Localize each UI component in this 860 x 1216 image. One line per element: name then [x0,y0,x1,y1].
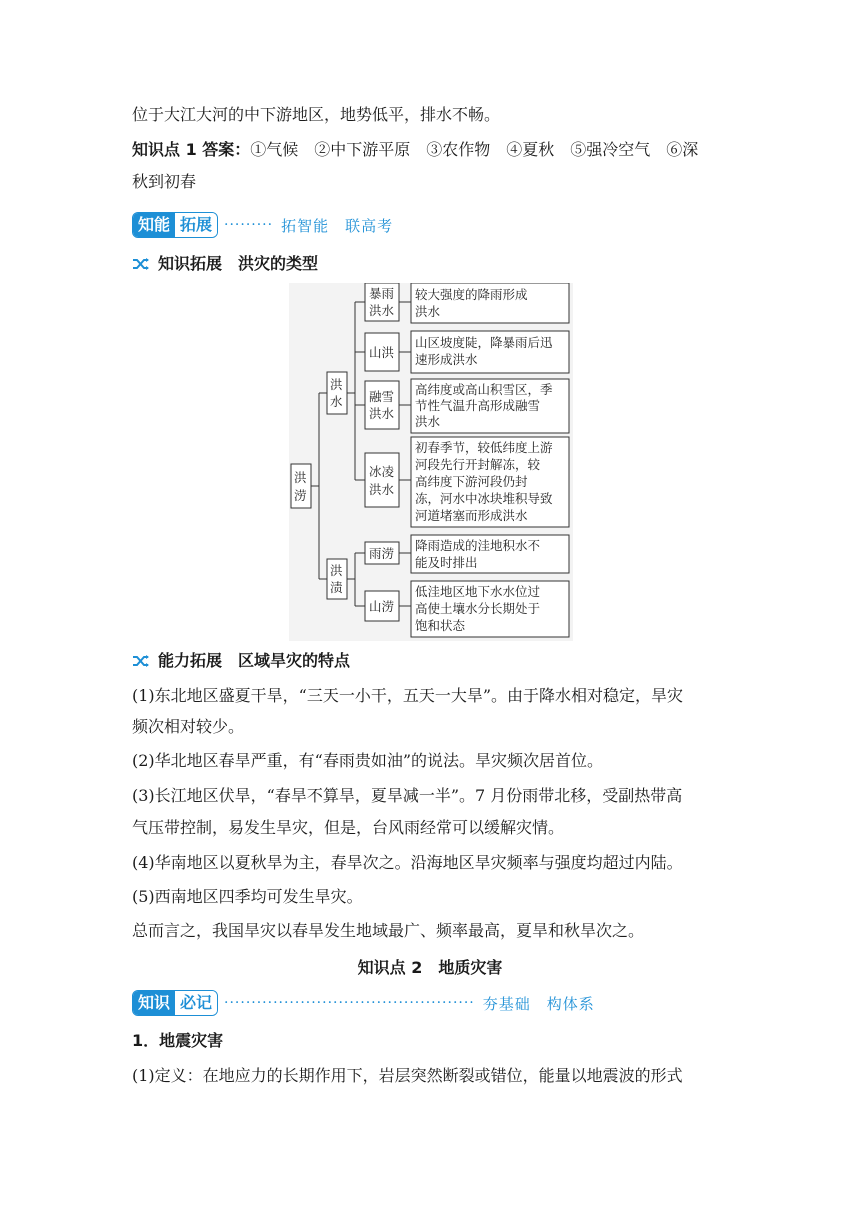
leaf-name: 洪水 [369,482,395,497]
banner-tag [132,990,218,1016]
leaf-desc: 高纬度下游河段仍封 [415,474,528,489]
answer-items: ①气候 ②中下游平原 ③农作物 ④夏秋 ⑤强冷空气 ⑥深 [250,140,699,159]
leaf-name: 洪水 [369,303,395,318]
text-line: (1)东北地区盛夏干旱，“三天一小干，五天一大旱”。由于降水相对稳定，旱灾 [132,686,684,705]
leaf-desc: 初春季节，较低纬度上游 [415,440,553,455]
banner-slogan: 拓智能 联高考 [281,216,394,235]
text-line: 总而言之，我国旱灾以春旱发生地域最广、频率最高，夏旱和秋旱次之。 [132,921,645,940]
earthquake-heading: 1．地震灾害 [132,1031,224,1050]
banner-tag-part2: 拓展 [175,213,217,237]
section-banner-memorize [132,990,595,1016]
leaf-name: 洪水 [369,406,395,421]
leaf-desc: 低洼地区地下水水位过 [415,584,541,599]
leaf-desc: 高纬度或高山积雪区，季 [415,382,553,397]
text-line: (5)西南地区四季均可发生旱灾。 [132,887,363,906]
leaf-desc: 洪水 [415,304,441,319]
flood-char-1: 洪 [330,377,343,392]
root-char-1: 洪 [294,470,307,485]
banner-tag [132,212,218,238]
leaf-desc: 降雨造成的洼地积水不 [415,538,541,553]
banner-slogan: 夯基础 构体系 [482,994,595,1013]
leaf-name: 雨涝 [369,546,395,561]
banner-tag-part1: 知能 [133,213,175,237]
section-header-flood [132,254,318,274]
answer-continuation: 秋到初春 [132,172,197,191]
leaf-desc: 河道堵塞而形成洪水 [415,508,528,523]
answer-label: 知识点 1 答案： [132,140,251,159]
section-header-drought [132,651,350,671]
knowledge-point-title: 知识点 2 地质灾害 [357,958,503,977]
answer-line [132,140,698,160]
leaf-desc: 能及时排出 [415,555,478,570]
leaf-name: 山洪 [369,345,395,360]
leaf-name: 冰凌 [369,464,395,479]
leaf-desc: 冻，河水中冰块堆积导致 [415,491,553,506]
leaf-desc: 高使土壤水分长期处于 [415,601,541,616]
text-line: 气压带控制，易发生旱灾，但是，台风雨经常可以缓解灾情。 [132,818,565,837]
text-line: 位于大江大河的中下游地区，地势低平，排水不畅。 [132,105,501,124]
leaf-desc: 河段先行开封解冻，较 [415,457,541,472]
leaf-desc: 较大强度的降雨形成 [415,287,528,302]
text-line: (2)华北地区春旱严重，有“春雨贵如油”的说法。旱灾频次居首位。 [132,751,604,770]
banner-dots: ········· [224,217,274,233]
banner-dots: ·············································· [224,995,475,1011]
banner-tag-part2: 必记 [175,991,217,1015]
leaf-desc: 山区坡度陡，降暴雨后迅 [415,335,553,350]
root-char-2: 涝 [294,488,307,503]
text-line: (1)定义：在地应力的长期作用下，岩层突然断裂或错位，能量以地震波的形式 [132,1066,683,1085]
leaf-name: 山涝 [369,599,395,614]
text-line: (3)长江地区伏旱，“春旱不算旱，夏旱减一半”。7 月份雨带北移，受副热带高 [132,786,683,805]
shuffle-icon [132,654,150,668]
section-banner-extend [132,212,393,238]
flood-tree-svg [289,283,573,641]
text-line: 频次相对较少。 [132,717,245,736]
leaf-desc: 饱和状态 [415,618,466,633]
section-title: 能力拓展 区域旱灾的特点 [158,651,351,670]
leaf-desc: 洪水 [415,414,441,429]
waterlog-char-1: 洪 [330,563,343,578]
flood-type-diagram [289,283,573,641]
text-line: (4)华南地区以夏秋旱为主，春旱次之。沿海地区旱灾频率与强度均超过内陆。 [132,853,683,872]
shuffle-icon [132,257,150,271]
leaf-desc: 节性气温升高形成融雪 [415,398,541,413]
waterlog-char-2: 渍 [330,580,343,595]
section-title: 知识拓展 洪灾的类型 [158,254,319,273]
leaf-desc: 速形成洪水 [415,352,478,367]
flood-char-2: 水 [330,394,343,409]
leaf-name: 融雪 [369,389,395,404]
leaf-name: 暴雨 [369,286,395,301]
banner-tag-part1: 知识 [133,991,175,1015]
